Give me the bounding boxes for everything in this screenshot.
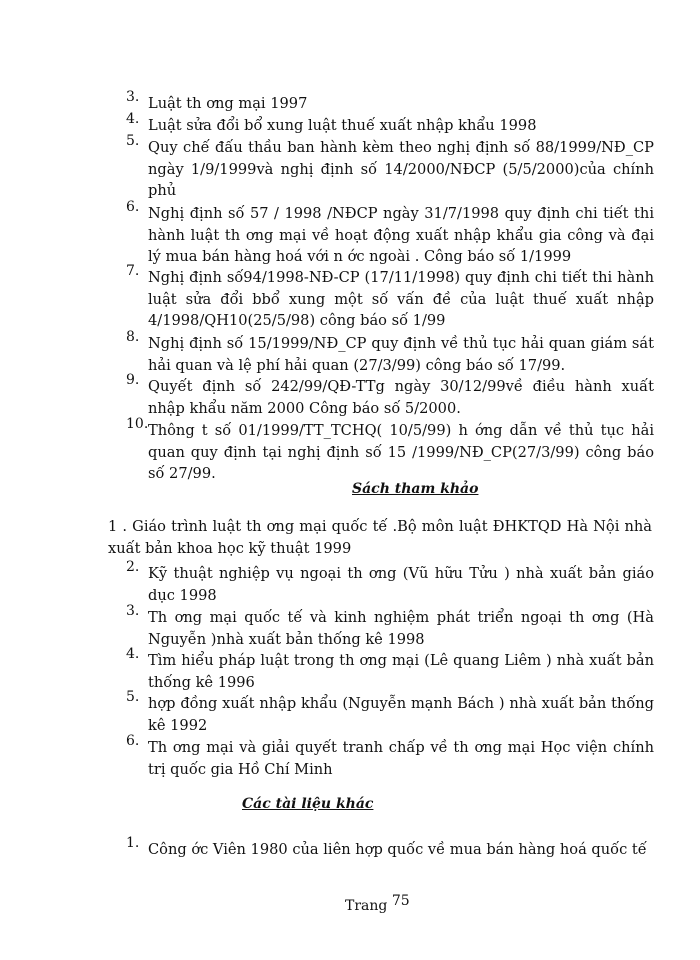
list-text: Nghị định số94/1998-NĐ-CP (17/11/1998) quy định chi tiết thi hành luật sửa đổi bbổ xung một số vấn đề của luật thuế xuất nhập 4/1998/QH10(25/5/98) công báo số 1/99 (148, 269, 654, 329)
list-number: 3. (126, 603, 140, 619)
list-number: 1. (126, 835, 140, 851)
list-item (126, 133, 654, 202)
page-number: 75 (391, 893, 410, 909)
list-number: 4. (126, 111, 140, 127)
list-item (126, 329, 654, 376)
list-number: 5. (126, 133, 140, 149)
list-number: 3. (126, 89, 140, 105)
list-item (126, 646, 654, 693)
list-number: 2. (126, 559, 140, 575)
list-item (126, 111, 654, 137)
list-item (126, 89, 654, 115)
list-item (126, 372, 654, 419)
list-number: 8. (126, 329, 140, 345)
list-item (126, 416, 654, 485)
list-item (126, 603, 654, 650)
list-item (126, 835, 654, 861)
list-number: 6. (126, 733, 140, 749)
list-text: Quyết định số 242/99/QĐ-TTg ngày 30/12/99về điều hành xuất nhập khẩu năm 2000 Công báo số 5/2000. (148, 378, 654, 417)
list-number: 9. (126, 372, 140, 388)
footer-label: Trang (345, 898, 388, 914)
list-text: hợp đồng xuất nhập khẩu (Nguyễn mạnh Bách ) nhà xuất bản thống kê 1992 (148, 695, 654, 734)
list-number: 6. (126, 199, 140, 215)
list-text: Thông t số 01/1999/TT_TCHQ( 10/5/99) h ớng dẫn về thủ tục hải quan quy định tại nghị định số 15 /1999/NĐ_CP(27/3/99) công báo số 27/99. (148, 422, 654, 482)
list-item (126, 199, 654, 268)
list-number: 10. (126, 416, 149, 432)
list-text: Th ơng mại quốc tế và kinh nghiệm phát triển ngoại th ơng (Hà Nguyễn )nhà xuất bản thống kê 1998 (148, 609, 654, 648)
list-text: Luật sửa đổi bổ xung luật thuế xuất nhập khẩu 1998 (148, 117, 537, 134)
list-text: Quy chế đấu thầu ban hành kèm theo nghị định số 88/1999/NĐ_CP ngày 1/9/1999và nghị định số 14/2000/NĐCP (5/5/2000)của chính phủ (148, 139, 654, 199)
page-footer (345, 893, 410, 914)
list-item (126, 559, 654, 606)
list-number: 7. (126, 263, 140, 279)
list-text: Nghị định số 57 / 1998 /NĐCP ngày 31/7/1998 quy định chi tiết thi hành luật th ơng mại về hoạt động xuất nhập khẩu gia công và đại lý mua bán hàng hoá với n ớc ngoài . Công báo số 1/1999 (148, 205, 654, 265)
list-text: Kỹ thuật nghiệp vụ ngoại th ơng (Vũ hữu Tửu ) nhà xuất bản giáo dục 1998 (148, 565, 654, 604)
list-number: 5. (126, 689, 140, 705)
list-text: Công ớc Viên 1980 của liên hợp quốc về mua bán hàng hoá quốc tế (148, 841, 647, 858)
list-text: Nghị định số 15/1999/NĐ_CP quy định về thủ tục hải quan giám sát hải quan và lệ phí hải quan (27/3/99) công báo số 17/99. (148, 335, 654, 374)
list-item (126, 263, 654, 332)
section-heading-other: Các tài liệu khác (242, 796, 374, 812)
reference-paragraph: 1 . Giáo trình luật th ơng mại quốc tế .Bộ môn luật ĐHKTQD Hà Nội nhà xuất bản khoa học kỹ thuật 1999 (108, 518, 652, 557)
list-text: Luật th ơng mại 1997 (148, 95, 308, 112)
list-number: 4. (126, 646, 140, 662)
list-text: Tìm hiểu pháp luật trong th ơng mại (Lê quang Liêm ) nhà xuất bản thống kê 1996 (148, 652, 654, 691)
section-heading-references: Sách tham khảo (352, 481, 479, 497)
list-item (126, 689, 654, 736)
list-item (126, 733, 654, 780)
list-text: Th ơng mại và giải quyết tranh chấp về th ơng mại Học viện chính trị quốc gia Hồ Chí Minh (148, 739, 654, 778)
